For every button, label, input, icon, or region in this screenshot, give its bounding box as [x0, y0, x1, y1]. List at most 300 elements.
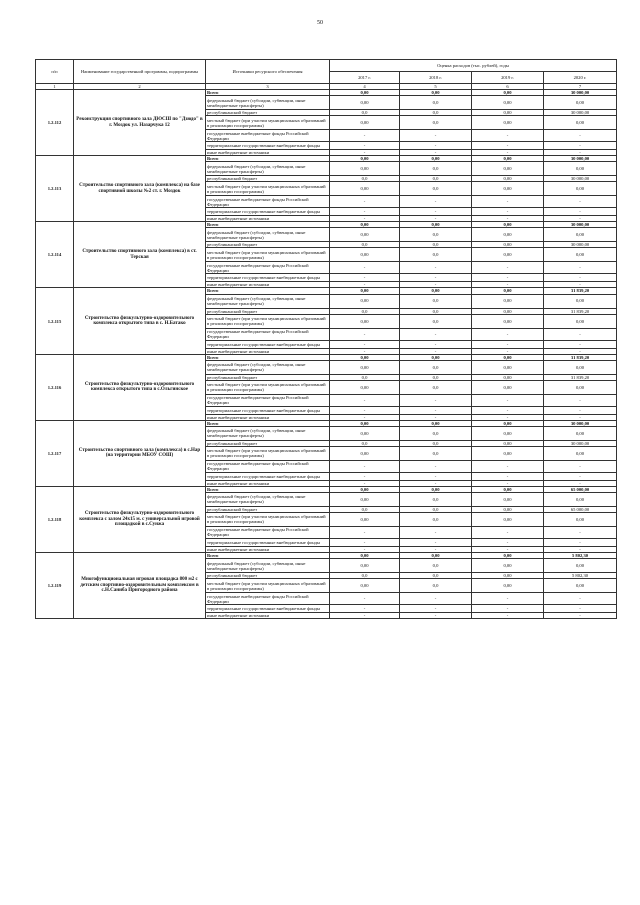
value-cell: - [400, 282, 472, 288]
source-label: государственные внебюджетные фонды Российской Федерации [206, 130, 330, 142]
value-cell: - [472, 130, 544, 142]
item-name: Многофункциональная игровая площадка 800 м2 с детским спортивно-оздоровительным комплексом в с.Н.Саниба Пригородного района [74, 553, 206, 619]
source-label: государственные внебюджетные фонды Российской Федерации [206, 460, 330, 472]
value-cell: - [330, 262, 400, 274]
value-cell: - [400, 546, 472, 552]
source-label: иные внебюджетные источники [206, 150, 330, 156]
value-cell: 0,00 [330, 380, 400, 394]
value-cell: - [472, 526, 544, 538]
value-cell: - [400, 593, 472, 605]
value-cell: 0,0 [330, 308, 400, 314]
header-name: Наименование государственной программы, подпрограммы [74, 60, 206, 84]
value-cell: 0,00 [330, 96, 400, 110]
value-cell: 0,0 [330, 110, 400, 116]
value-cell: 0,00 [544, 380, 617, 394]
value-cell: - [330, 460, 400, 472]
source-label: государственные внебюджетные фонды Российской Федерации [206, 196, 330, 208]
budget-table [35, 59, 617, 619]
source-label: республиканский бюджет [206, 176, 330, 182]
value-cell: 0,0 [400, 380, 472, 394]
value-cell: 30 000,00 [544, 420, 617, 426]
value-cell: 0,00 [330, 162, 400, 176]
value-cell: - [400, 406, 472, 414]
value-cell: 0,00 [330, 492, 400, 506]
value-cell: - [400, 208, 472, 216]
item-name: Строительство физкультурно-оздоровительного комплекса открытого типа в с.Ольгинское [74, 354, 206, 420]
value-cell: - [400, 196, 472, 208]
value-cell: - [472, 480, 544, 486]
value-cell: - [400, 414, 472, 420]
item-number: 1.2.115 [36, 288, 74, 354]
source-label: Всего [206, 90, 330, 96]
value-cell: - [330, 593, 400, 605]
item-number: 1.2.113 [36, 156, 74, 222]
source-label: Всего [206, 486, 330, 492]
value-cell: 30 000,00 [544, 156, 617, 162]
value-cell: 0,0 [400, 228, 472, 242]
value-cell: 0,00 [472, 228, 544, 242]
value-cell: - [472, 262, 544, 274]
value-cell: 0,00 [544, 294, 617, 308]
value-cell: - [544, 526, 617, 538]
value-cell: - [544, 262, 617, 274]
source-label: федеральный бюджет (субсидии, субвенции, иные межбюджетные трансферты) [206, 492, 330, 506]
value-cell: - [544, 480, 617, 486]
value-cell: 0,00 [330, 426, 400, 440]
colnum: 6 [472, 84, 544, 90]
source-label: местный бюджет (при участии муниципальных образований в реализации госпрограммы) [206, 314, 330, 328]
item-name: Строительство спортивного зала (комплекса) в с.Нар (на территории МБОУ СОШ) [74, 420, 206, 486]
value-cell: 0,00 [330, 228, 400, 242]
source-label: федеральный бюджет (субсидии, субвенции, иные межбюджетные трансферты) [206, 162, 330, 176]
value-cell: 0,00 [472, 242, 544, 248]
value-cell: 0,00 [330, 116, 400, 130]
header-year: 2017 г. [330, 72, 400, 84]
value-cell: 0,0 [400, 374, 472, 380]
value-cell: - [330, 348, 400, 354]
value-cell: 0,00 [400, 222, 472, 228]
source-label: территориальные государственные внебюджетные фонды [206, 406, 330, 414]
value-cell: - [472, 605, 544, 613]
value-cell: 0,0 [400, 512, 472, 526]
value-cell: 0,00 [330, 354, 400, 360]
value-cell: 0,00 [472, 579, 544, 593]
value-cell: 30 000,00 [544, 110, 617, 116]
source-label: иные внебюджетные источники [206, 546, 330, 552]
value-cell: 31 839,20 [544, 308, 617, 314]
value-cell: - [330, 526, 400, 538]
colnum: 3 [206, 84, 330, 90]
value-cell: 0,00 [472, 374, 544, 380]
value-cell: 31 839,20 [544, 288, 617, 294]
value-cell: - [472, 414, 544, 420]
header-year: 2018 г. [400, 72, 472, 84]
source-label: федеральный бюджет (субсидии, субвенции, иные межбюджетные трансферты) [206, 559, 330, 573]
value-cell: - [400, 150, 472, 156]
colnum: 7 [544, 84, 617, 90]
source-label: местный бюджет (при участии муниципальных образований в реализации госпрограммы) [206, 446, 330, 460]
source-label: Всего [206, 354, 330, 360]
source-label: Всего [206, 288, 330, 294]
item-number: 1.2.116 [36, 354, 74, 420]
value-cell: - [544, 538, 617, 546]
value-cell: - [400, 130, 472, 142]
source-label: федеральный бюджет (субсидии, субвенции, иные межбюджетные трансферты) [206, 360, 330, 374]
value-cell: 0,00 [544, 116, 617, 130]
item-name: Реконструкция спортивного зала ДЮСШ по "Дзюдо" в г. Моздок ул. Назарчука 12 [74, 90, 206, 156]
colnum: 5 [400, 84, 472, 90]
source-label: иные внебюджетные источники [206, 480, 330, 486]
value-cell: 0,0 [400, 162, 472, 176]
source-label: государственные внебюджетные фонды Российской Федерации [206, 526, 330, 538]
value-cell: 0,00 [330, 288, 400, 294]
source-label: федеральный бюджет (субсидии, субвенции, иные межбюджетные трансферты) [206, 426, 330, 440]
value-cell: 0,0 [330, 374, 400, 380]
value-cell: 0,0 [400, 176, 472, 182]
source-label: Всего [206, 553, 330, 559]
value-cell: 0,00 [330, 360, 400, 374]
value-cell: - [472, 196, 544, 208]
value-cell: - [400, 480, 472, 486]
value-cell: - [544, 546, 617, 552]
value-cell: 0,00 [472, 156, 544, 162]
item-number: 1.2.119 [36, 553, 74, 619]
value-cell: 0,00 [472, 176, 544, 182]
value-cell: 0,00 [472, 486, 544, 492]
value-cell: 0,00 [472, 512, 544, 526]
value-cell: - [400, 340, 472, 348]
source-label: государственные внебюджетные фонды Российской Федерации [206, 394, 330, 406]
source-label: федеральный бюджет (субсидии, субвенции, иные межбюджетные трансферты) [206, 96, 330, 110]
value-cell: 0,00 [544, 446, 617, 460]
value-cell: 5 802,30 [544, 553, 617, 559]
source-label: иные внебюджетные источники [206, 216, 330, 222]
source-label: государственные внебюджетные фонды Российской Федерации [206, 328, 330, 340]
value-cell: - [330, 538, 400, 546]
value-cell: - [400, 472, 472, 480]
value-cell: 0,00 [330, 559, 400, 573]
value-cell: 31 839,20 [544, 354, 617, 360]
value-cell: 0,00 [544, 579, 617, 593]
source-label: республиканский бюджет [206, 440, 330, 446]
value-cell: 0,00 [330, 222, 400, 228]
value-cell: - [330, 196, 400, 208]
value-cell: 0,00 [472, 506, 544, 512]
value-cell: - [400, 394, 472, 406]
item-name: Строительство физкультурно-оздоровительного комплекса с залом 24х15 м. с универсальной игровой площадкой в с.Сунжа [74, 486, 206, 552]
value-cell: 0,00 [330, 182, 400, 196]
value-cell: - [400, 328, 472, 340]
value-cell: 0,0 [330, 176, 400, 182]
value-cell: 0,00 [472, 294, 544, 308]
value-cell: - [330, 613, 400, 619]
value-cell: 0,00 [472, 420, 544, 426]
value-cell: - [330, 282, 400, 288]
value-cell: - [472, 282, 544, 288]
value-cell: 30 000,00 [544, 440, 617, 446]
value-cell: 0,0 [400, 242, 472, 248]
source-label: государственные внебюджетные фонды Российской Федерации [206, 262, 330, 274]
source-label: местный бюджет (при участии муниципальных образований в реализации госпрограммы) [206, 182, 330, 196]
value-cell: 0,00 [472, 96, 544, 110]
value-cell: - [472, 613, 544, 619]
item-name: Строительство спортивного зала (комплекса) на базе спортивной школы №2 ст. г. Моздок [74, 156, 206, 222]
value-cell: 65 000,00 [544, 486, 617, 492]
source-label: республиканский бюджет [206, 506, 330, 512]
value-cell: 0,00 [472, 116, 544, 130]
value-cell: 0,00 [472, 314, 544, 328]
item-name: Строительство физкультурно-оздоровительного комплекса открытого типа в с. Н.Батако [74, 288, 206, 354]
value-cell: - [330, 150, 400, 156]
source-label: республиканский бюджет [206, 110, 330, 116]
value-cell: - [400, 142, 472, 150]
value-cell: - [544, 150, 617, 156]
value-cell: 0,00 [544, 162, 617, 176]
value-cell: - [472, 208, 544, 216]
source-label: местный бюджет (при участии муниципальных образований в реализации госпрограммы) [206, 248, 330, 262]
value-cell: - [330, 208, 400, 216]
value-cell: - [472, 546, 544, 552]
value-cell: 0,00 [472, 308, 544, 314]
value-cell: 0,0 [400, 426, 472, 440]
value-cell: 0,0 [400, 294, 472, 308]
header-year: 2020 г. [544, 72, 617, 84]
value-cell: 0,0 [330, 440, 400, 446]
value-cell: 0,00 [472, 90, 544, 96]
value-cell: 0,00 [544, 248, 617, 262]
value-cell: 0,00 [544, 426, 617, 440]
value-cell: - [330, 216, 400, 222]
value-cell: - [544, 282, 617, 288]
source-label: иные внебюджетные источники [206, 348, 330, 354]
value-cell: - [472, 340, 544, 348]
value-cell: 0,00 [544, 182, 617, 196]
value-cell: 0,00 [330, 486, 400, 492]
source-label: местный бюджет (при участии муниципальных образований в реализации госпрограммы) [206, 579, 330, 593]
source-label: местный бюджет (при участии муниципальных образований в реализации госпрограммы) [206, 116, 330, 130]
value-cell: - [472, 348, 544, 354]
source-label: иные внебюджетные источники [206, 613, 330, 619]
colnum: 4 [330, 84, 400, 90]
value-cell: 0,00 [330, 156, 400, 162]
value-cell: 0,00 [400, 486, 472, 492]
value-cell: 0,00 [400, 90, 472, 96]
value-cell: - [544, 274, 617, 282]
value-cell: 30 000,00 [544, 90, 617, 96]
value-cell: 0,0 [400, 579, 472, 593]
value-cell: 0,0 [400, 182, 472, 196]
value-cell: 65 000,00 [544, 506, 617, 512]
value-cell: - [472, 142, 544, 150]
item-number: 1.2.114 [36, 222, 74, 288]
value-cell: 0,00 [472, 110, 544, 116]
value-cell: - [544, 216, 617, 222]
value-cell: 0,00 [544, 314, 617, 328]
value-cell: - [330, 472, 400, 480]
value-cell: 30 000,00 [544, 222, 617, 228]
value-cell: 0,00 [472, 162, 544, 176]
source-label: территориальные государственные внебюджетные фонды [206, 538, 330, 546]
value-cell: - [400, 262, 472, 274]
value-cell: 0,00 [472, 380, 544, 394]
value-cell: - [544, 593, 617, 605]
value-cell: 0,0 [400, 492, 472, 506]
value-cell: 0,00 [330, 446, 400, 460]
value-cell: 0,00 [544, 228, 617, 242]
value-cell: - [400, 216, 472, 222]
value-cell: - [330, 274, 400, 282]
value-cell: 0,0 [330, 506, 400, 512]
value-cell: 0,00 [400, 288, 472, 294]
source-label: федеральный бюджет (субсидии, субвенции, иные межбюджетные трансферты) [206, 294, 330, 308]
value-cell: 0,00 [472, 182, 544, 196]
value-cell: 5 802,30 [544, 573, 617, 579]
value-cell: - [330, 340, 400, 348]
source-label: местный бюджет (при участии муниципальных образований в реализации госпрограммы) [206, 380, 330, 394]
value-cell: 0,00 [472, 354, 544, 360]
header-num: п/п [36, 60, 74, 84]
item-number: 1.2.118 [36, 486, 74, 552]
value-cell: - [330, 142, 400, 150]
value-cell: - [544, 196, 617, 208]
value-cell: - [330, 605, 400, 613]
source-label: территориальные государственные внебюджетные фонды [206, 605, 330, 613]
item-name: Строительство спортивного зала (комплекса) в ст. Терская [74, 222, 206, 288]
source-label: иные внебюджетные источники [206, 282, 330, 288]
header-sources: Источники ресурсного обеспечения [206, 60, 330, 84]
source-label: территориальные государственные внебюджетные фонды [206, 274, 330, 282]
source-label: территориальные государственные внебюджетные фонды [206, 472, 330, 480]
value-cell: 0,0 [400, 110, 472, 116]
value-cell: 0,00 [472, 222, 544, 228]
source-label: местный бюджет (при участии муниципальных образований в реализации госпрограммы) [206, 512, 330, 526]
value-cell: 0,00 [330, 294, 400, 308]
value-cell: 0,00 [472, 446, 544, 460]
value-cell: - [400, 274, 472, 282]
value-cell: 0,00 [472, 426, 544, 440]
source-label: республиканский бюджет [206, 573, 330, 579]
item-number: 1.2.117 [36, 420, 74, 486]
source-label: федеральный бюджет (субсидии, субвенции, иные межбюджетные трансферты) [206, 228, 330, 242]
value-cell: 0,00 [472, 559, 544, 573]
source-label: Всего [206, 156, 330, 162]
value-cell: 0,00 [400, 354, 472, 360]
value-cell: - [544, 406, 617, 414]
source-label: территориальные государственные внебюджетные фонды [206, 340, 330, 348]
value-cell: 0,0 [400, 96, 472, 110]
value-cell: 0,0 [400, 559, 472, 573]
value-cell: 0,00 [472, 573, 544, 579]
value-cell: 0,00 [330, 248, 400, 262]
value-cell: 0,00 [472, 248, 544, 262]
value-cell: 0,0 [400, 506, 472, 512]
value-cell: 0,00 [400, 553, 472, 559]
value-cell: - [472, 216, 544, 222]
value-cell: - [472, 406, 544, 414]
value-cell: - [544, 460, 617, 472]
table-body [36, 90, 617, 619]
value-cell: - [544, 328, 617, 340]
value-cell: - [544, 142, 617, 150]
value-cell: - [472, 538, 544, 546]
page-number: 50 [317, 20, 323, 26]
source-label: республиканский бюджет [206, 242, 330, 248]
source-label: Всего [206, 222, 330, 228]
value-cell: 0,00 [330, 314, 400, 328]
value-cell: - [544, 340, 617, 348]
value-cell: 0,00 [330, 553, 400, 559]
value-cell: 30 000,00 [544, 176, 617, 182]
value-cell: - [330, 546, 400, 552]
value-cell: - [544, 208, 617, 216]
value-cell: 0,00 [472, 492, 544, 506]
value-cell: 0,00 [472, 440, 544, 446]
value-cell: - [400, 538, 472, 546]
source-label: Всего [206, 420, 330, 426]
value-cell: - [330, 394, 400, 406]
value-cell: 0,00 [400, 156, 472, 162]
value-cell: 0,00 [330, 579, 400, 593]
value-cell: - [544, 605, 617, 613]
value-cell: 0,00 [472, 553, 544, 559]
value-cell: - [544, 348, 617, 354]
value-cell: 0,0 [400, 314, 472, 328]
value-cell: 0,00 [330, 90, 400, 96]
value-cell: 0,00 [544, 96, 617, 110]
value-cell: - [472, 593, 544, 605]
value-cell: 0,0 [400, 308, 472, 314]
source-label: государственные внебюджетные фонды Российской Федерации [206, 593, 330, 605]
value-cell: 0,0 [400, 248, 472, 262]
value-cell: - [472, 274, 544, 282]
source-label: республиканский бюджет [206, 308, 330, 314]
value-cell: 30 000,00 [544, 242, 617, 248]
value-cell: 0,0 [400, 360, 472, 374]
colnum: 1 [36, 84, 74, 90]
source-label: республиканский бюджет [206, 374, 330, 380]
item-number: 1.2.112 [36, 90, 74, 156]
value-cell: - [330, 328, 400, 340]
value-cell: - [472, 472, 544, 480]
value-cell: - [400, 460, 472, 472]
value-cell: 0,00 [472, 360, 544, 374]
value-cell: - [472, 394, 544, 406]
value-cell: 0,0 [400, 116, 472, 130]
value-cell: - [544, 472, 617, 480]
value-cell: - [330, 130, 400, 142]
colnum: 2 [74, 84, 206, 90]
value-cell: - [330, 480, 400, 486]
header-year: 2019 г. [472, 72, 544, 84]
value-cell: 0,00 [544, 512, 617, 526]
value-cell: 0,0 [400, 573, 472, 579]
value-cell: 0,0 [400, 440, 472, 446]
value-cell: 0,0 [330, 242, 400, 248]
value-cell: - [400, 613, 472, 619]
value-cell: - [400, 526, 472, 538]
value-cell: - [544, 613, 617, 619]
value-cell: - [400, 348, 472, 354]
header-estimate: Оценка расходов (тыс. рублей), годы [330, 60, 617, 72]
value-cell: - [330, 406, 400, 414]
value-cell: 31 839,20 [544, 374, 617, 380]
value-cell: - [544, 394, 617, 406]
value-cell: 0,0 [400, 446, 472, 460]
value-cell: - [472, 460, 544, 472]
value-cell: 0,00 [330, 512, 400, 526]
value-cell: - [544, 130, 617, 142]
value-cell: - [472, 328, 544, 340]
